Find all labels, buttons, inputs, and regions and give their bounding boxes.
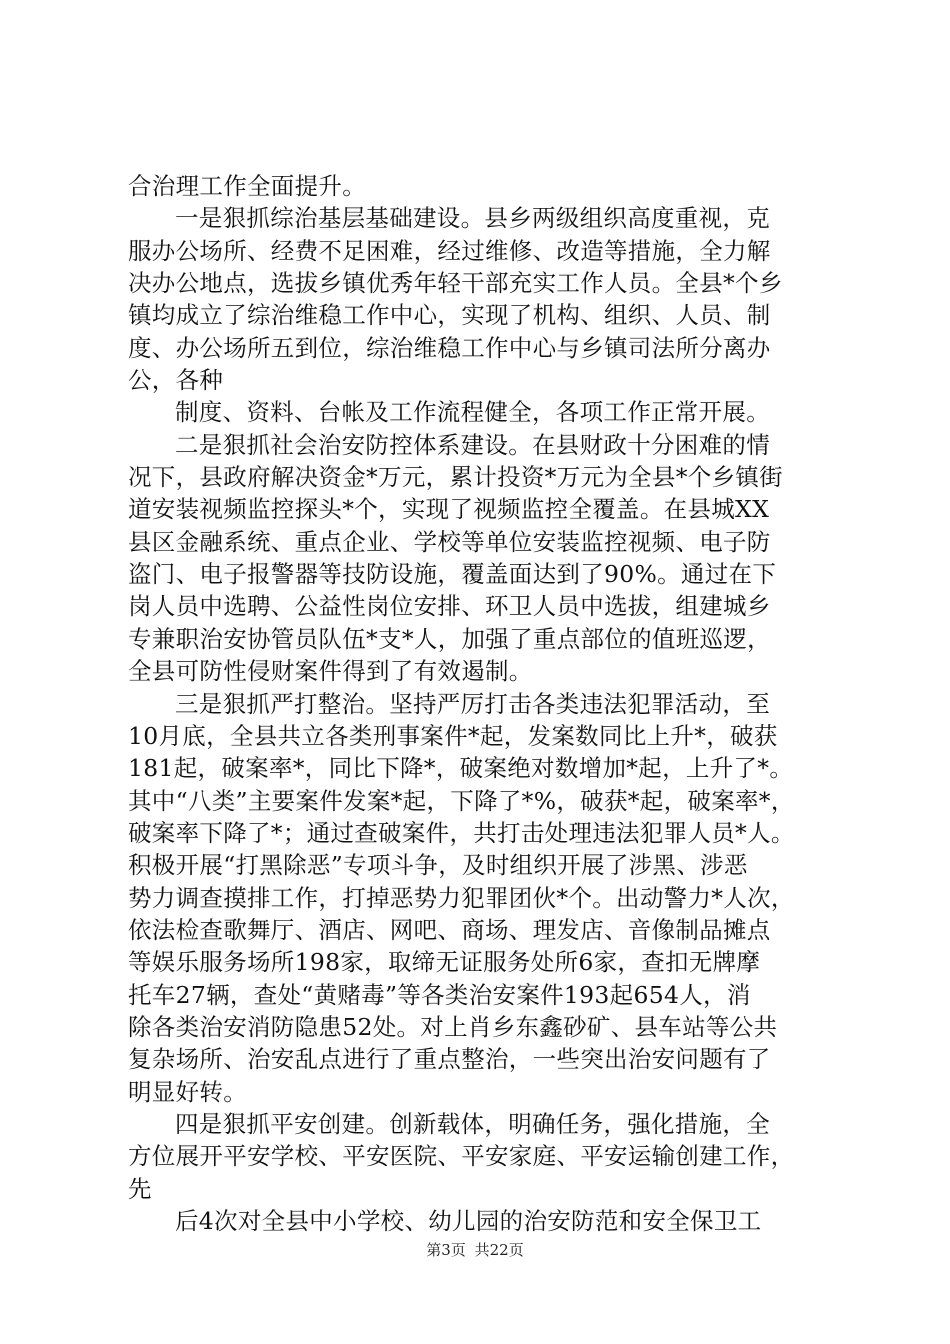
page-number: 第3页 bbox=[426, 1241, 466, 1259]
document-body bbox=[128, 170, 828, 1237]
text-line: 10月底，全县共立各类刑事案件*起，发案数同比上升*，破获 bbox=[128, 721, 778, 750]
text-line: 专兼职治安协管员队伍*支*人，加强了重点部位的值班巡逻， bbox=[128, 624, 771, 653]
text-line: 等娱乐服务场所198家，取缔无证服务处所6家，查扣无牌摩 bbox=[128, 948, 761, 977]
text-line: 其中“八类”主要案件发案*起，下降了*%，破获*起，破案率*， bbox=[128, 786, 795, 815]
text-line: 一是狠抓综治基层基础建设。县乡两级组织高度重视，克 bbox=[175, 204, 770, 233]
text-line: 181起，破案率*，同比下降*，破案绝对数增加*起，上升了*。 bbox=[128, 754, 794, 783]
text-line: 依法检查歌舞厅、酒店、网吧、商场、理发店、音像制品摊点 bbox=[128, 915, 771, 944]
page-total: 共22页 bbox=[474, 1241, 524, 1259]
text-line: 县区金融系统、重点企业、学校等单位安装监控视频、电子防 bbox=[128, 527, 771, 556]
text-line: 三是狠抓严打整治。坚持严厉打击各类违法犯罪活动，至 bbox=[175, 689, 770, 718]
text-line: 四是狠抓平安创建。创新载体，明确任务，强化措施，全 bbox=[175, 1109, 770, 1138]
text-line: 镇均成立了综治维稳工作中心，实现了机构、组织、人员、制 bbox=[128, 301, 771, 330]
text-line: 积极开展“打黑除恶”专项斗争，及时组织开展了涉黑、涉恶 bbox=[128, 851, 748, 880]
page-footer bbox=[0, 1240, 950, 1260]
text-line: 托车27辆，查处“黄赌毒”等各类治安案件193起654人，消 bbox=[128, 980, 751, 1009]
text-line: 制度、资料、台帐及工作流程健全，各项工作正常开展。 bbox=[175, 398, 770, 427]
text-line: 度、办公场所五到位，综治维稳工作中心与乡镇司法所分离办 bbox=[128, 333, 771, 362]
text-line: 明显好转。 bbox=[128, 1077, 247, 1106]
text-line: 岗人员中选聘、公益性岗位安排、环卫人员中选拔，组建城乡 bbox=[128, 592, 771, 621]
text-line: 方位展开平安学校、平安医院、平安家庭、平安运输创建工作， bbox=[128, 1142, 795, 1171]
text-line: 决办公地点，选拔乡镇优秀年轻干部充实工作人员。全县*个乡 bbox=[128, 269, 783, 298]
text-line: 除各类治安消防隐患52处。对上肖乡东鑫砂矿、县车站等公共 bbox=[128, 1012, 778, 1041]
text-line: 况下，县政府解决资金*万元，累计投资*万元为全县*个乡镇街 bbox=[128, 463, 783, 492]
text-line: 复杂场所、治安乱点进行了重点整治，一些突出治安问题有了 bbox=[128, 1045, 771, 1074]
text-line: 先 bbox=[128, 1174, 152, 1203]
text-line: 公，各种 bbox=[128, 366, 224, 395]
text-line: 服办公场所、经费不足困难，经过维修、改造等措施，全力解 bbox=[128, 236, 771, 265]
text-line: 道安装视频监控探头*个，实现了视频监控全覆盖。在县城XX bbox=[128, 495, 770, 524]
text-line: 合治理工作全面提升。 bbox=[128, 172, 366, 200]
text-line: 全县可防性侵财案件得到了有效遏制。 bbox=[128, 657, 533, 686]
text-line: 势力调查摸排工作，打掉恶势力犯罪团伙*个。出动警力*人次， bbox=[128, 883, 795, 912]
text-line: 破案率下降了*；通过查破案件，共打击处理违法犯罪人员*人。 bbox=[128, 818, 795, 847]
text-line: 二是狠抓社会治安防控体系建设。在县财政十分困难的情 bbox=[175, 430, 770, 459]
text-line: 后4次对全县中小学校、幼儿园的治安防范和安全保卫工 bbox=[175, 1207, 762, 1235]
text-line: 盗门、电子报警器等技防设施，覆盖面达到了90%。通过在下 bbox=[128, 560, 777, 589]
